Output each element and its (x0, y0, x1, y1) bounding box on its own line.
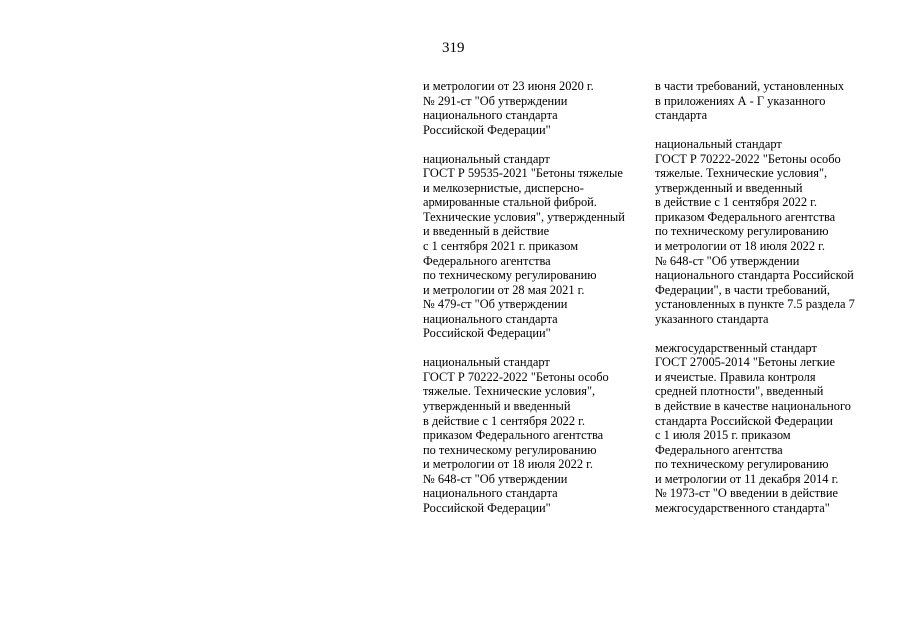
text-line: утвержденный и введенный (655, 180, 803, 195)
text-block (423, 79, 648, 137)
text-line: национального стандарта (423, 108, 558, 123)
text-line: приказом Федерального агентства (423, 428, 604, 443)
text-line: и метрологии от 23 июня 2020 г. (423, 79, 594, 93)
text-line: средней плотности", введенный (655, 384, 824, 399)
text-block (423, 152, 648, 341)
text-line: и введенный в действие (423, 224, 550, 239)
right-column (655, 79, 900, 515)
text-line: армированные стальной фиброй. (423, 195, 597, 210)
paragraph-gap (423, 137, 648, 152)
text-line: в действие с 1 сентября 2022 г. (423, 413, 585, 428)
text-block (655, 79, 900, 123)
paragraph-gap (655, 123, 900, 138)
text-line: по техническому регулированию (423, 268, 597, 283)
text-block (423, 355, 648, 515)
text-line: № 1973-ст "О введении в действие (655, 486, 838, 501)
text-line: стандарта Российской Федерации (655, 413, 833, 428)
text-line: № 648-ст "Об утверждении (655, 253, 800, 268)
paragraph-gap (423, 341, 648, 356)
text-line: национальный стандарт (655, 137, 782, 152)
paragraph-gap (655, 326, 900, 341)
text-line: с 1 сентября 2021 г. приказом (423, 239, 579, 254)
text-line: указанного стандарта (655, 311, 769, 326)
text-line: тяжелые. Технические условия", (423, 384, 596, 399)
text-line: в действие с 1 сентября 2022 г. (655, 195, 817, 210)
text-line: по техническому регулированию (655, 224, 829, 239)
text-line: установленных в пункте 7.5 раздела 7 (655, 297, 855, 312)
text-line: утвержденный и введенный (423, 399, 571, 414)
text-line: в части требований, установленных (655, 79, 845, 93)
text-line: Российской Федерации" (423, 500, 551, 515)
text-line: и мелкозернистые, дисперсно- (423, 180, 584, 195)
text-line: Федерального агентства (655, 442, 783, 457)
text-block (655, 137, 900, 326)
text-line: по техническому регулированию (655, 457, 829, 472)
text-line: ГОСТ Р 70222-2022 "Бетоны особо (423, 369, 609, 384)
text-line: № 479-ст "Об утверждении (423, 297, 568, 312)
text-line: и метрологии от 18 июля 2022 г. (423, 457, 593, 472)
text-line: ГОСТ 27005-2014 "Бетоны легкие (655, 355, 835, 370)
text-line: Федерального агентства (423, 253, 551, 268)
text-line: с 1 июля 2015 г. приказом (655, 428, 791, 443)
text-line: и метрологии от 18 июля 2022 г. (655, 239, 825, 254)
text-line: № 291-ст "Об утверждении (423, 93, 568, 108)
text-line: Федерации", в части требований, (655, 282, 831, 297)
text-line: межгосударственного стандарта" (655, 500, 830, 515)
text-line: и ячеистые. Правила контроля (655, 369, 816, 384)
text-line: ГОСТ Р 59535-2021 "Бетоны тяжелые (423, 166, 623, 181)
text-line: в приложениях А - Г указанного (655, 93, 826, 108)
text-line: межгосударственный стандарт (655, 340, 817, 355)
text-line: стандарта (655, 108, 708, 123)
text-line: национального стандарта Российской (655, 268, 854, 283)
text-line: и метрологии от 28 мая 2021 г. (423, 282, 585, 297)
text-line: по техническому регулированию (423, 442, 597, 457)
text-line: приказом Федерального агентства (655, 209, 836, 224)
text-line: Российской Федерации" (423, 326, 551, 341)
text-line: Российской Федерации" (423, 122, 551, 137)
left-column (423, 79, 648, 515)
text-line: № 648-ст "Об утверждении (423, 471, 568, 486)
text-line: в действие в качестве национального (655, 399, 851, 414)
text-line: и метрологии от 11 декабря 2014 г. (655, 471, 839, 486)
text-line: национального стандарта (423, 486, 558, 501)
page-number: 319 (442, 40, 465, 56)
text-block (655, 341, 900, 516)
text-line: Технические условия", утвержденный (423, 209, 625, 224)
text-line: ГОСТ Р 70222-2022 "Бетоны особо (655, 151, 841, 166)
text-line: национального стандарта (423, 311, 558, 326)
text-line: тяжелые. Технические условия", (655, 166, 828, 181)
text-line: национальный стандарт (423, 355, 550, 370)
text-line: национальный стандарт (423, 151, 550, 166)
